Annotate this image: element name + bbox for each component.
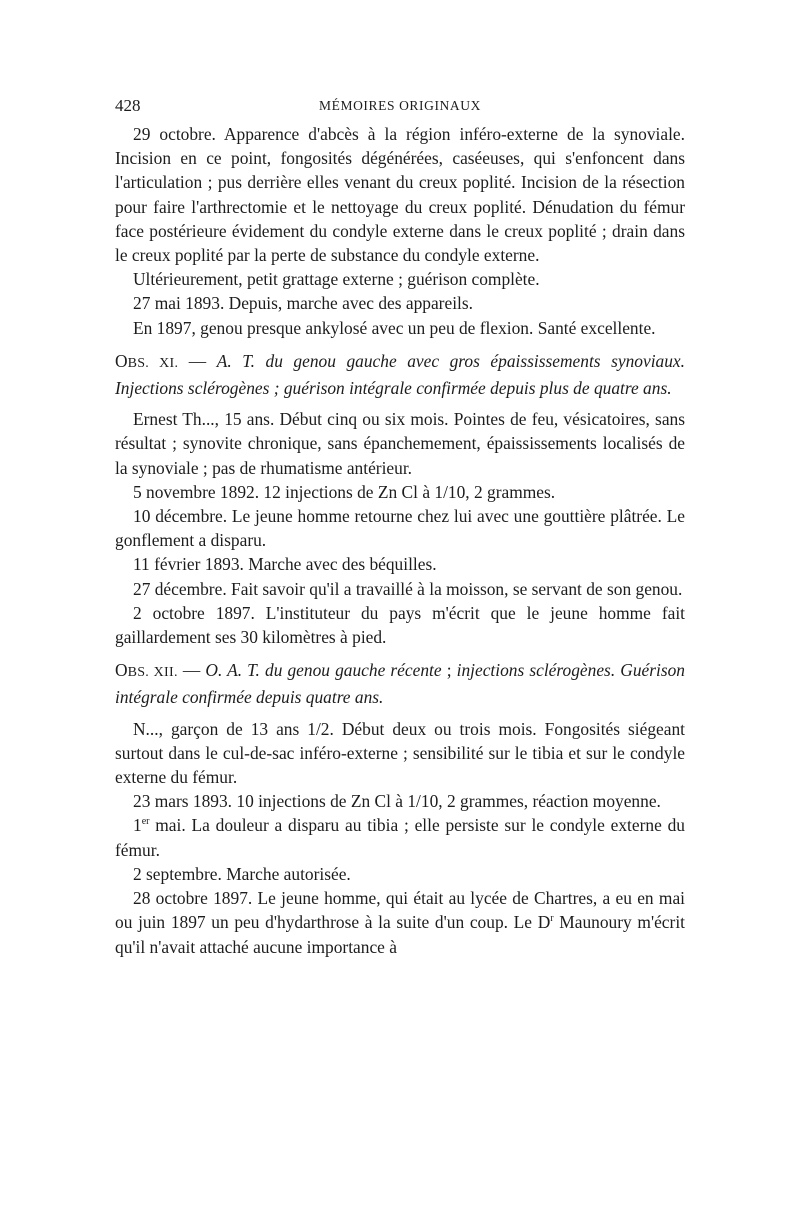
obs-label-initial: O <box>115 660 128 681</box>
obs-dash: — <box>178 350 217 371</box>
page-header <box>115 96 685 122</box>
obs-label-initial: O <box>115 350 128 371</box>
paragraph: 5 novembre 1892. 12 injections de Zn Cl à 1/10, 2 grammes. <box>133 481 556 502</box>
paragraph-text: 28 octobre 1897. Le jeune homme, qui était au lycée de Chartres, a eu en mai ou juin 1897 un peu d'hydarthrose à la suite d'un coup. <box>115 888 685 933</box>
observation-heading-11 <box>115 349 685 400</box>
obs-title-a: O. A. T. du genou gauche récente <box>205 660 442 681</box>
obs-separator: ; <box>441 660 457 681</box>
obs-title-b: injections sclérogènes. Guérison intégrale confirmée depuis quatre ans. <box>115 660 685 708</box>
obs-title: A. T. du genou gauche avec gros épaississements synoviaux. Injections sclérogènes ; guérison intégrale confirmée depuis plus de quatre ans. <box>115 350 685 399</box>
last-line-prefix: Le D <box>513 912 551 933</box>
paragraph: Ernest Th..., 15 ans. Début cinq ou six mois. Pointes de feu, vésicatoires, sans résultat ; synovite chronique, sans épanchemement, épaississements localisés de la synoviale ; pas de rhumatisme antérieur. <box>115 409 685 478</box>
paragraph: 27 mai 1893. Depuis, marche avec des appareils. <box>133 293 473 314</box>
last-line-sup: r <box>550 913 554 925</box>
paragraph: 10 décembre. Le jeune homme retourne chez lui avec une gouttière plâtrée. Le gonflement a disparu. <box>115 506 685 551</box>
paragraph: En 1897, genou presque ankylosé avec un peu de flexion. Santé excellente. <box>133 317 656 338</box>
paragraph <box>115 886 685 959</box>
obs-label: BS. XII. <box>127 665 178 681</box>
page-body <box>115 122 685 959</box>
may-text: mai. La douleur a disparu au tibia ; elle persiste sur le condyle externe du fémur. <box>115 815 685 860</box>
paragraph: 29 octobre. Apparence d'abcès à la région inféro-externe de la synoviale. Incision en ce point, fongosités dégénérées, caséeuses, qui s'enfoncent dans l'articulation ; pus derrière elles venant du creux poplité. Incision de la résection pour faire l'arthrectomie et le nettoyage du creux poplité. Dénudation du fémur face postérieure évidement du condyle externe dans le creux poplité ; drain dans le creux poplité par la perte de substance du condyle externe. <box>115 124 685 266</box>
paragraph: 2 octobre 1897. L'instituteur du pays m'écrit que le jeune homme fait gaillardement ses 30 kilomètres à pied. <box>115 602 685 648</box>
paragraph: N..., garçon de 13 ans 1/2. Début deux ou trois mois. Fongosités siégeant surtout dans le cul-de-sac inféro-externe ; sensibilité sur le tibia et sur le condyle externe du fémur. <box>115 718 685 788</box>
paragraph: 2 septembre. Marche autorisée. <box>133 863 351 884</box>
last-line-text: Maunoury m'écrit qu'il n'avait attaché aucune importance à <box>115 912 685 957</box>
page-number: 428 <box>115 96 141 115</box>
may-ordinal: er <box>141 816 150 828</box>
observation-heading-12 <box>115 658 685 709</box>
paragraph: Ultérieurement, petit grattage externe ; guérison complète. <box>133 269 540 290</box>
running-title: MÉMOIRES ORIGINAUX <box>319 98 481 113</box>
paragraph: 23 mars 1893. 10 injections de Zn Cl à 1/10, 2 grammes, réaction moyenne. <box>133 791 661 812</box>
obs-label: BS. XI. <box>127 355 179 371</box>
paragraph: 11 février 1893. Marche avec des béquilles. <box>133 554 437 575</box>
may-day: 1 <box>133 815 142 836</box>
paragraph: 27 décembre. Fait savoir qu'il a travaillé à la moisson, se servant de son genou. <box>133 578 683 599</box>
obs-dash: — <box>177 660 206 681</box>
paragraph-may <box>115 813 685 861</box>
